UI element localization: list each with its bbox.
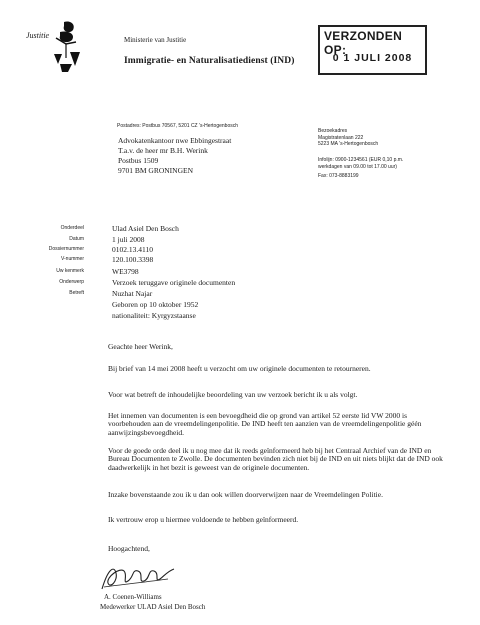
ref-value: Nuzhat Najar [112, 289, 153, 298]
contact-line: Fax: 073-8883199 [318, 173, 359, 179]
justitia-logo-icon [46, 18, 86, 74]
agency-name: Immigratie- en Naturalisatiedienst (IND) [124, 56, 295, 66]
ref-label: Onderdeel [60, 225, 84, 231]
ref-value: WE3798 [112, 267, 139, 276]
logo-wordmark: Justitie [26, 31, 50, 40]
handwritten-signature [98, 559, 178, 595]
recipient-line: T.a.v. de heer mr B.H. Werink [118, 146, 208, 155]
visit-address-line: Magistratenlaan 222 [318, 134, 364, 141]
stamp-date: 0 1 JULI 2008 [332, 52, 413, 64]
body-paragraph: Ik vertrouw erop u hiermee voldoende te hebben geïnformeerd. [108, 515, 299, 524]
body-paragraph: Voor de goede orde deel ik u nog mee dat ik reeds geïnformeerd heb bij het Centraal Archief van de IND en Bureau Documenten te Zwolle. De documenten bevinden zich niet bij de IND en uit niets blijkt dat de IND ook daadwerkelijk in het bezit is geweest van de originele documenten. [108, 446, 443, 472]
ref-value: Verzoek teruggave originele documenten [112, 278, 236, 287]
visit-address-line: Bezoekadres [318, 128, 348, 134]
sent-stamp [318, 25, 427, 75]
recipient-line: Advokatenkantoor nwe Ebbingestraat [118, 136, 232, 145]
ref-value: Ulad Asiel Den Bosch [112, 224, 179, 233]
recipient-line: Postbus 1509 [118, 156, 159, 165]
subject-detail: nationaliteit: Kyrgyzstaanse [112, 311, 196, 320]
salutation: Geachte heer Werink, [108, 342, 173, 351]
postal-address-line: Postadres: Postbus 70567, 5201 CZ 's-Hertogenbosch [117, 123, 239, 129]
ref-label: Dossiernummer [48, 246, 84, 252]
signatory-name: A. Coenen-Williams [104, 593, 162, 601]
visit-address-line: 5223 MA 's-Hertogenbosch [318, 141, 379, 147]
stamp-title: VERZONDEN OP: [324, 29, 403, 57]
contact-line: werkdagen van 09.00 tot 17.00 uur) [318, 163, 397, 170]
signatory-role: Medewerker ULAD Asiel Den Bosch [100, 603, 206, 611]
ref-value: 0102.13.4110 [112, 245, 153, 254]
body-paragraph: Het innemen van documenten is een bevoegdheid die op grond van artikel 52 eerste lid VW 2000 is voorbehouden aan de vreemdelingenpolitie. De IND heeft ten aanzien van de vreemdelingenpolitie géén aanwijzingsbevoegdheid. [108, 411, 422, 437]
recipient-address [118, 136, 231, 176]
ref-value: 120.100.3398 [112, 255, 154, 264]
body-paragraph: Voor wat betreft de inhoudelijke beoordeling van uw verzoek bericht ik u als volgt. [108, 390, 358, 399]
body-paragraph: Inzake bovenstaande zou ik u dan ook willen doorverwijzen naar de Vreemdelingen Politie. [108, 490, 383, 499]
ref-label: V-nummer [60, 256, 84, 262]
recipient-line: 9701 BM GRONINGEN [118, 166, 193, 175]
ref-label: Onderwerp [59, 279, 84, 285]
ref-label: Datum [69, 236, 84, 242]
ref-value: 1 juli 2008 [112, 235, 145, 244]
contact-line: Infolijn: 0900-1234561 (EUR 0,10 p.m. [318, 157, 404, 163]
body-paragraph: Bij brief van 14 mei 2008 heeft u verzocht om uw originele documenten te retourneren. [108, 364, 371, 373]
subject-detail: Geboren op 10 oktober 1952 [112, 300, 199, 309]
closing: Hoogachtend, [108, 544, 150, 553]
ref-label: Uw kenmerk [56, 268, 84, 274]
ministry-name: Ministerie van Justitie [124, 36, 187, 44]
contact-info [318, 157, 403, 180]
visit-address [318, 128, 378, 148]
ref-label: Betreft [69, 290, 84, 296]
